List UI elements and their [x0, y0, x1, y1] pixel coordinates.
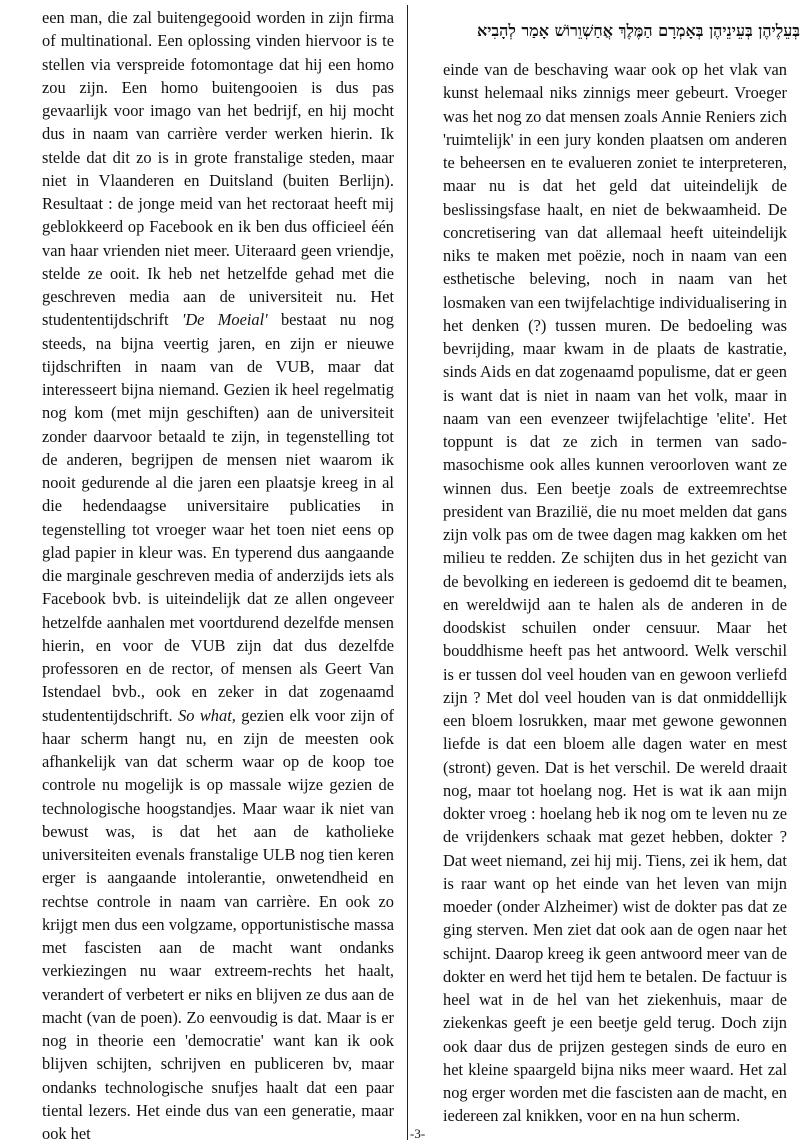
right-paragraph: einde van de beschaving waar ook op het vlak van kunst helemaal niks zinnigs meer gebeurt. Vroeger was het nog zo dat mensen zoals Annie Reniers zich 'ruimtelijk' in een jury konden plaatsen om anderen te beheersen en te evalueren zoniet te interpreteren, maar nu is dat het geld dat uiteindelijk de beslissingsfase haalt, en niet de bekwaamheid. De concretisering van dat allemaal heeft uiteindelijk niks te maken met poëzie, noch in naam van een esthetische beleving, noch in naam van het losmaken van een twijfelachtige individualisering in het denken (?) tussen muren. De bedoeling was bevrijding, maar kwam in de plaats de kastratie, sinds Aids en dat zogenaamd populisme, dat er geen is want dat is niet in naam van het volk, maar in naam van een evenzeer twijfelachtige 'elite'. Het toppunt is dat ze zich in termen van sado-masochisme ook alles kunnen veroorloven want ze winnen dus. Een beetje zoals de extreemrechtse president van Brazilië, die nu moet melden dat gans zijn volk pas om de twee dagen mag kakken om het milieu te redden. Ze schijten dus in het gezicht van de bevolking en iedereen is gedoemd dit te beamen, en wereldwijd aan te halen als de anderen in de doodskist schuilen onder censuur. Maar het bouddhisme heeft pas het antwoord. Welk verschil is er tussen dol veel houden van en gewoon verliefd zijn ? Met dol veel houden van is dat onmiddellijk een bloem losrukken, maar met gewone gewonnen liefde is dat een bloem alle dagen water en mest (stront) geven. Dat is het verschil. De wereld draait nog, maar tot hoelang nog. Het is wat ik aan mijn dokter vroeg : hoelang heb ik nog om te leven nu ze de vrijdenkers schaak mat gezet hebben, dokter ? Dat weet niemand, zei hij mij. Tiens, zei ik hem, dat is raar want op het einde van het leven van mijn moeder (onder Alzheimer) wist de dokter pas dat ze ging sterven. Men ziet dat ook aan de ogen naar het schijnt. Daarop kreeg ik geen antwoord meer van de dokter en werd het tijd hem te betalen. De factuur is heel wat in de hel van het ziekenhuis, maar de ziekenkas geeft je een beetje geld terug. Doch zijn ook daar dus de prijzen gestegen sinds de euro en het kleine spaargeld bijna niks meer waard. Het zal nog erger worden met die fascisten aan de macht, en iedereen zal knikken, voor en na hun scherm. — [443, 60, 787, 1126]
text-run: gezien elk voor zijn of haar scherm hangt nu, en zijn de meesten ook afhankelijk van dat scherm waar op de koop toe controle nu mogelijk is op massale wijze gezien de technologische hoogstandjes. Maar waar ik niet van bewust was, is dat het aan de katholieke universiteiten evenals franstalige ULB nog tien keren erger is aangaande intolerantie, onwetendheid en rechtse controle in naam van carrière. En ook zo krijgt men dus een volgzame, opportunistische massa met fascisten aan de macht want ondanks verkiezingen nu waar extreem-rechts het haalt, verandert of verbetert er niks en blijven ze dus aan de macht (van de poen). Zo eenvoudig is dat. Maar is er nog in theorie een 'democratie' want kan ik ook blijven schijten, schrijven en publiceren bv, maar ondanks technologische snufjes haalt dat een paar tiental lezers. Het einde dus van een generatie, maar ook het — [42, 705, 394, 1143]
text-run: een man, die zal buitengegooid worden in zijn firma of multinational. Een oplossing vinden hiervoor is te stellen via verspreide fotomontage dat hij een homo zou zijn. Een homo buitengooien is dus pas gevaarlijk voor imago van het bedrijf, en hij mocht dus in naam van carrière verder werken hierin. Ik stelde dat dit zo is in grote franstalige steden, maar niet in Vlaanderen en Duitsland (buiten Berlijn). Resultaat : de jonge meid van het rectoraat heeft mij geblokkeerd op Facebook en ik ben dus officieel één van haar vrienden niet meer. Uiteraard geen vriendje, stelde ze ooit. Ik heb net hetzelfde gehad met die geschreven media aan de universiteit nu. Het studententijdschrift — [42, 8, 394, 330]
italic-phrase: So what, — [178, 705, 236, 725]
magazine-title: 'De Moeial' — [181, 310, 268, 330]
column-divider — [407, 5, 408, 1140]
left-paragraph — [42, 6, 394, 1145]
right-column — [443, 58, 787, 1128]
text-run: bestaat nu nog steeds, na bijna veertig jaren, en zijn er nieuwe tijdschriften in naam van de VUB, maar dat interesseert bijna niemand. Gezien ik heel regelmatig nog kom (met mijn geschiften) aan de universiteit zonder daarvoor betaald te zijn, in tegenstelling tot de anderen, begrijpen de mensen niet waarom ik nooit gedurende al die jaren een plaatsje kreeg in al die hedendaagse universitaire publicaties in tegenstelling tot vroeger waar het toen niet eens op glad papier in kleur was. En typerend dus aangaande die marginale geschreven media of anderzijds iets als Facebook bvb. is uiteindelijk dat ze allen ongeveer hetzelfde aanhalen met voortdurend dezelfde mensen hierin, en voor de VUB zijn dat dus dezelfde professoren en de rector, of mensen als Geert Van Istendael bvb., ook en zeker in dat zogenaamd studententijdschrift. — [42, 310, 394, 725]
page-number: -3- — [410, 1126, 426, 1141]
hebrew-verse-header: בְּעֵלֶיהֶן בְּעֵינֵיהֶן בְּאָמְרָם הַמֶּלֶךְ אֲחַשְׁוֵרוֹשׁ אָמַר לְהָבִיא — [476, 21, 800, 40]
left-column — [42, 6, 394, 1145]
